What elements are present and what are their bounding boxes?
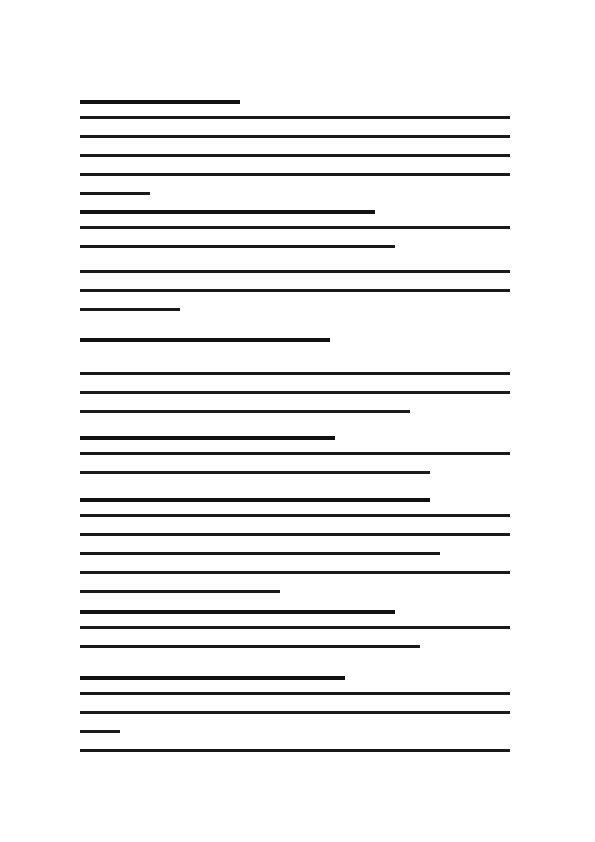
text-line: [80, 692, 510, 695]
text-line: [80, 749, 510, 752]
section-heading: [80, 100, 240, 104]
section-heading: [80, 210, 375, 214]
text-line: [80, 552, 440, 555]
text-line: [80, 471, 430, 474]
section-6: [80, 436, 515, 490]
text-line: [80, 154, 510, 157]
text-line: [80, 245, 395, 248]
section-heading: [80, 610, 395, 614]
text-line: [80, 730, 120, 733]
text-line: [80, 308, 180, 311]
text-line: [80, 289, 510, 292]
section-7: [80, 498, 515, 609]
text-line: [80, 711, 510, 714]
section-heading: [80, 498, 430, 502]
text-line: [80, 514, 510, 517]
section-heading: [80, 338, 330, 342]
section-5: [80, 372, 515, 429]
text-line: [80, 135, 510, 138]
section-3: [80, 270, 515, 327]
text-line: [80, 410, 410, 413]
section-heading: [80, 436, 335, 440]
text-line: [80, 590, 280, 593]
section-heading: [80, 676, 345, 680]
text-line: [80, 391, 510, 394]
text-line: [80, 533, 510, 536]
section-4: [80, 338, 515, 354]
text-line: [80, 571, 510, 574]
text-line: [80, 116, 510, 119]
text-line: [80, 452, 510, 455]
text-line: [80, 645, 420, 648]
section-8: [80, 610, 515, 664]
text-line: [80, 626, 510, 629]
section-1: [80, 100, 515, 211]
text-line: [80, 173, 510, 176]
text-line: [80, 270, 510, 273]
text-line: [80, 372, 510, 375]
text-line: [80, 226, 510, 229]
section-9: [80, 676, 515, 768]
section-2: [80, 210, 515, 264]
text-line: [80, 192, 150, 195]
